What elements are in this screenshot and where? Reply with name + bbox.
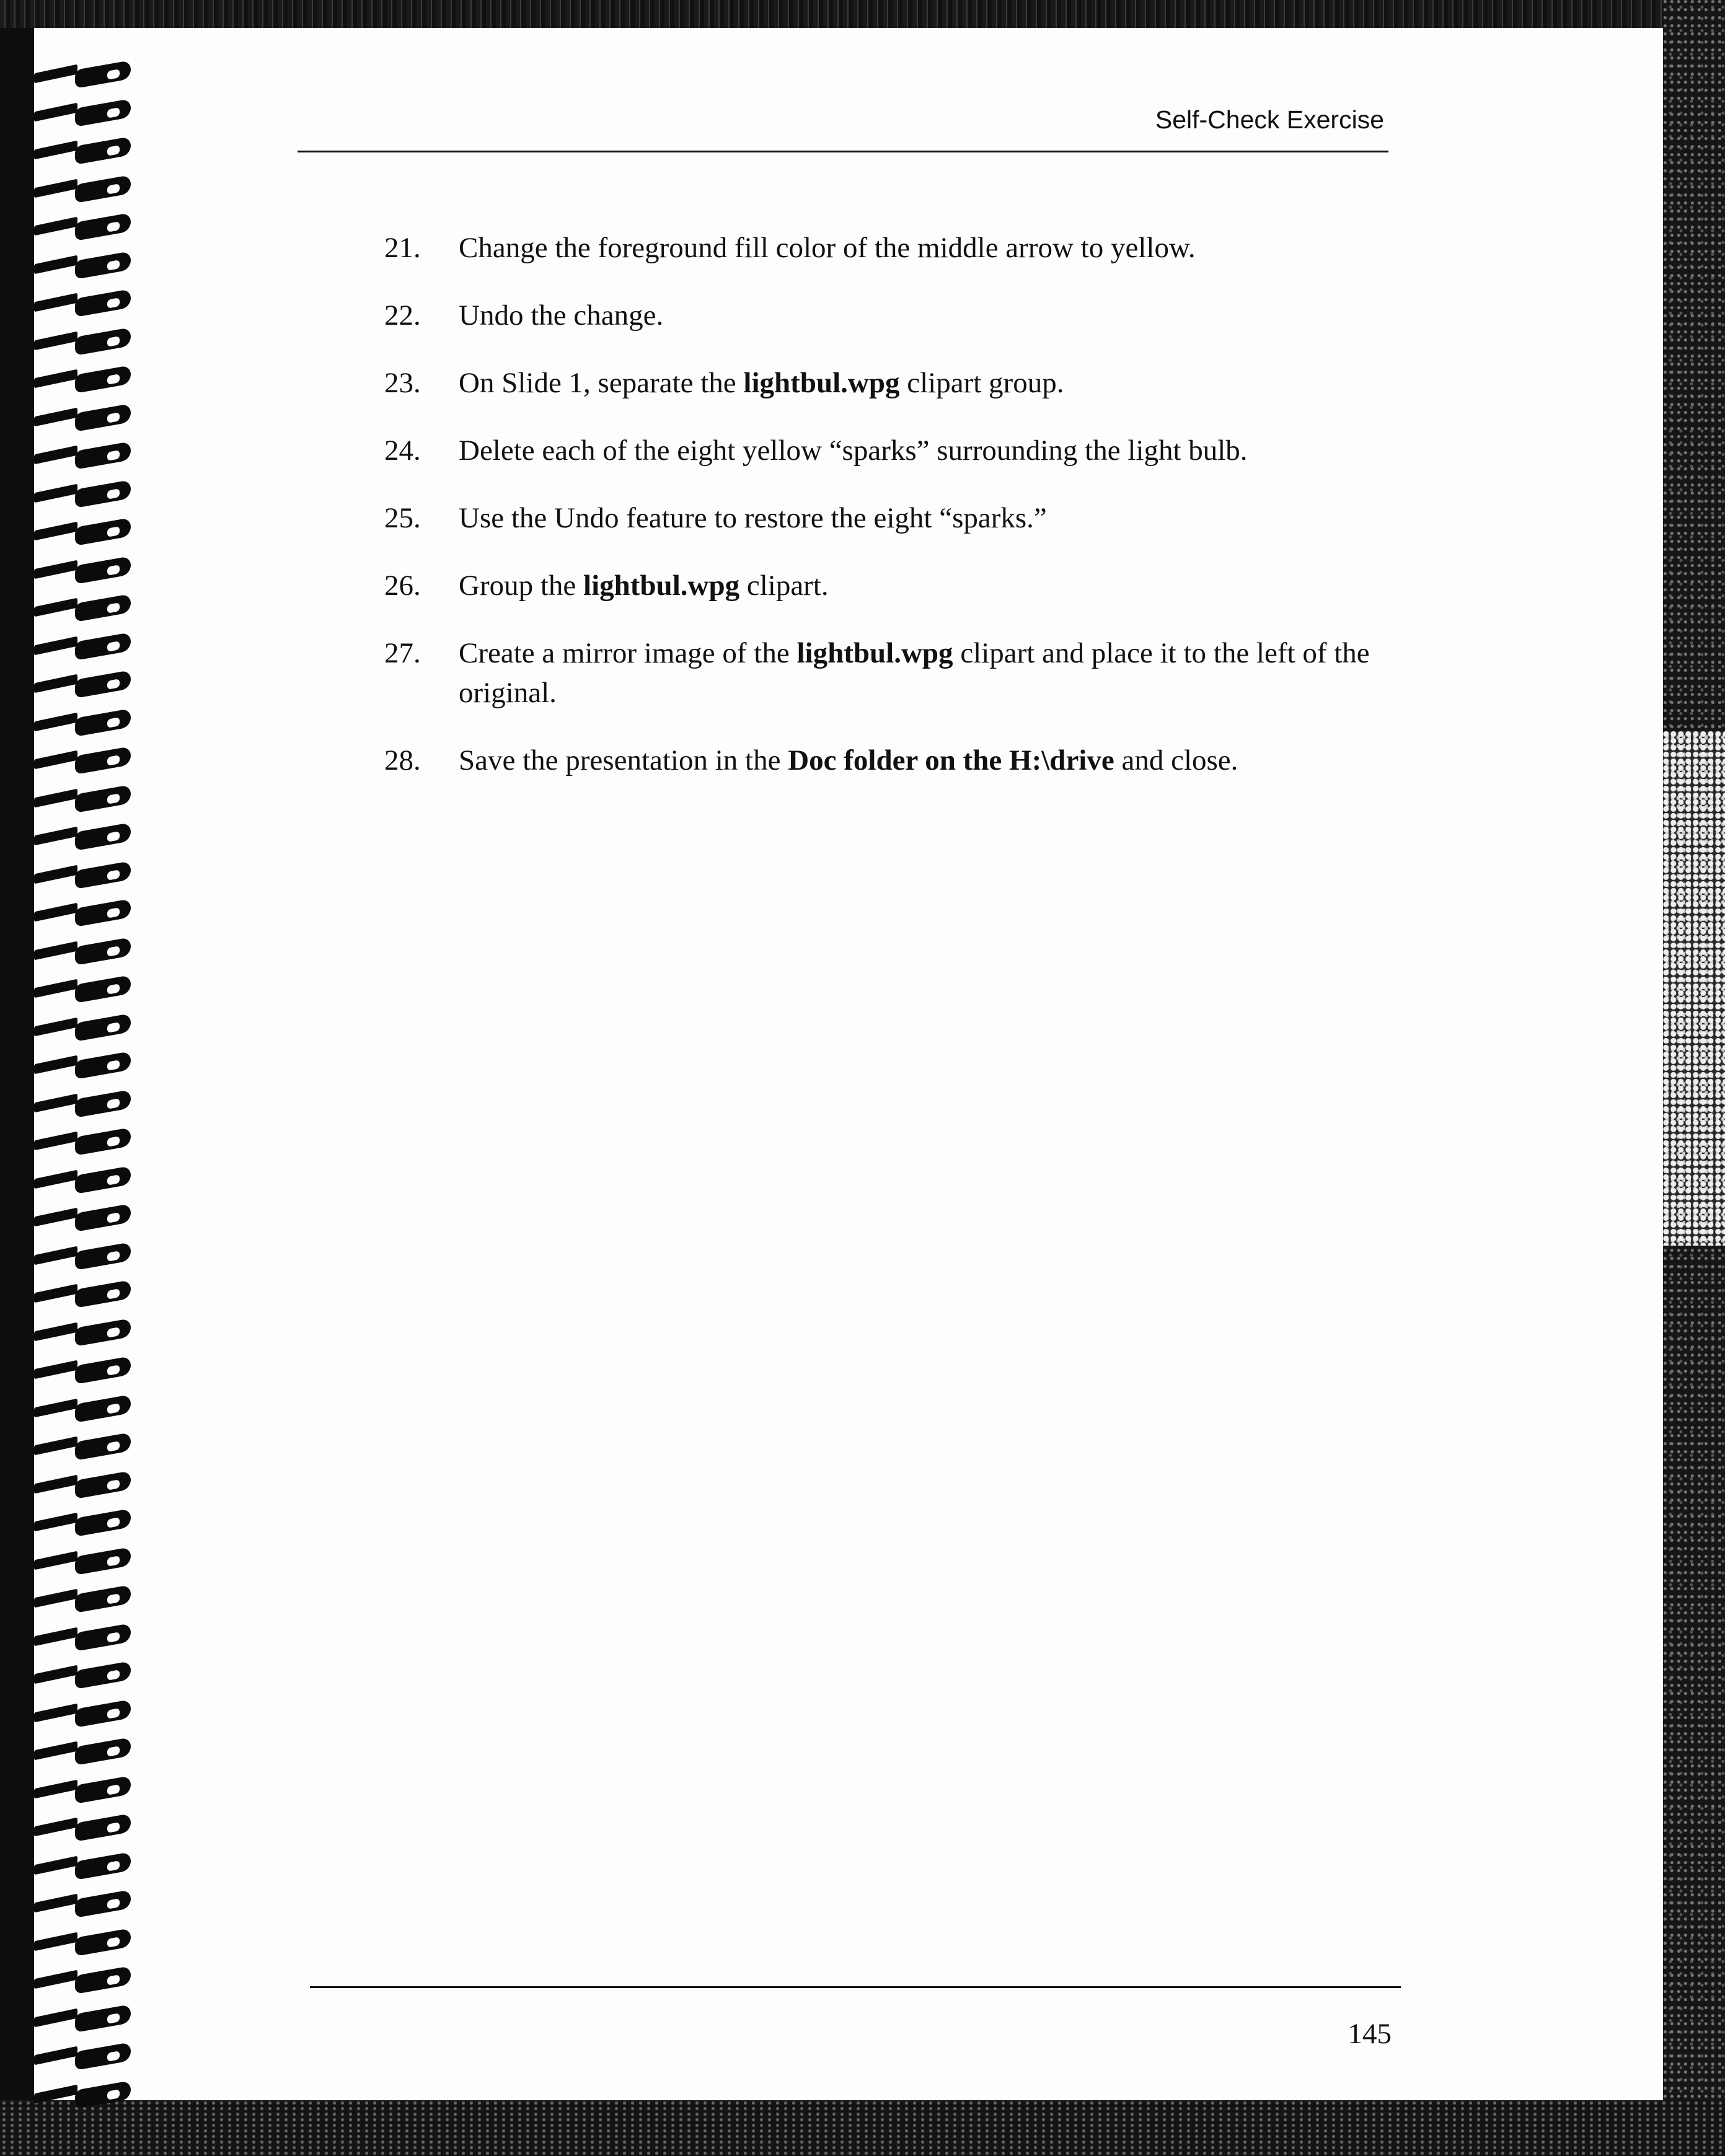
spiral-coil [34,1628,133,1649]
spiral-coil [34,904,133,925]
spiral-coil [34,370,133,391]
list-item [384,498,1401,538]
item-text-part: On Slide 1, separate the [459,367,744,399]
item-text [459,296,1401,335]
spiral-coil [34,1399,133,1420]
spiral-coil [34,1780,133,1802]
header-title: Self-Check Exercise [1155,105,1384,134]
spiral-coil [34,1208,133,1230]
spiral-coil [34,408,133,429]
item-text-part: and close. [1114,744,1238,777]
spiral-coil [34,1742,133,1763]
header-rule [298,151,1388,152]
spiral-coil [34,599,133,620]
item-text-part: clipart and place it to the left of the original. [459,637,1370,709]
spiral-coil [34,256,133,277]
item-text-part: Use the Undo feature to restore the eight “sparks.” [459,502,1047,534]
spiral-coil [34,1590,133,1611]
spiral-coil [34,522,133,543]
spiral-coil [34,751,133,772]
item-text-part: Undo the change. [459,299,664,332]
list-item [384,228,1401,268]
spiral-coil [34,827,133,848]
item-number: 23. [384,367,421,399]
scan-border-top [0,0,1725,28]
item-number: 25. [384,502,421,534]
item-text [459,363,1401,403]
spiral-coil [34,1018,133,1039]
spiral-coil [34,1857,133,1878]
footer-rule [310,1986,1401,1988]
item-number: 21. [384,232,421,264]
spiral-binding [34,65,139,2135]
spiral-coil [34,1894,133,1916]
document-page [34,28,1663,2100]
spiral-coil [34,1476,133,1497]
spiral-coil [34,866,133,887]
spiral-coil [34,637,133,658]
spiral-coil [34,1132,133,1153]
spiral-coil [34,1171,133,1192]
item-number: 22. [384,299,421,332]
list-item [384,363,1401,403]
item-text-bold: lightbul.wpg [796,637,953,669]
item-text [459,228,1401,268]
spiral-coil [34,65,133,86]
item-text-bold: Doc folder on the H:\drive [788,744,1114,777]
spiral-coil [34,332,133,353]
item-text [459,741,1401,780]
spiral-coil [34,103,133,125]
item-text-part: Group the [459,570,584,602]
spiral-coil [34,446,133,467]
page-header [332,105,1384,149]
spiral-coil [34,1971,133,1992]
item-text-part: Create a mirror image of the [459,637,797,669]
list-item [384,296,1401,335]
item-text [459,566,1401,605]
spiral-coil [34,1666,133,1687]
spiral-coil [34,180,133,201]
item-text-part: Delete each of the eight yellow “sparks” surrounding the light bulb. [459,434,1248,467]
item-text-part: clipart group. [899,367,1064,399]
item-text [459,633,1401,713]
item-number: 24. [384,434,421,467]
spiral-coil [34,2009,133,2030]
exercise-list [384,228,1401,808]
list-item [384,566,1401,605]
spiral-coil [34,1323,133,1344]
spiral-coil [34,1818,133,1839]
page-number: 145 [1348,2018,1392,2050]
item-text [459,431,1401,470]
spiral-coil [34,1704,133,1725]
spiral-coil [34,790,133,811]
spiral-coil [34,1247,133,1268]
spiral-coil [34,2047,133,2068]
spiral-coil [34,942,133,963]
item-text-bold: lightbul.wpg [583,570,740,602]
spiral-coil [34,294,133,315]
spiral-coil [34,713,133,734]
item-number: 28. [384,744,421,777]
spiral-coil [34,2085,133,2106]
spiral-coil [34,1933,133,1954]
spiral-coil [34,1094,133,1115]
scan-border-bottom [0,2100,1725,2156]
item-text-part: Change the foreground fill color of the middle arrow to yellow. [459,232,1196,264]
item-text-part: clipart. [739,570,829,602]
spiral-coil [34,980,133,1001]
list-item [384,431,1401,470]
list-item [384,633,1401,713]
spiral-coil [34,1056,133,1077]
spiral-coil [34,1437,133,1458]
spiral-coil [34,218,133,239]
item-text-part: Save the presentation in the [459,744,788,777]
spiral-coil [34,141,133,162]
spiral-coil [34,675,133,696]
spiral-coil [34,1285,133,1306]
spiral-coil [34,561,133,582]
item-text [459,498,1401,538]
scan-border-right-speckle [1663,731,1725,1246]
item-number: 26. [384,570,421,602]
item-text-bold: lightbul.wpg [743,367,900,399]
list-item [384,741,1401,780]
spiral-coil [34,485,133,506]
item-number: 27. [384,637,421,669]
spiral-coil [34,1552,133,1573]
spiral-coil [34,1361,133,1382]
spiral-coil [34,1513,133,1534]
